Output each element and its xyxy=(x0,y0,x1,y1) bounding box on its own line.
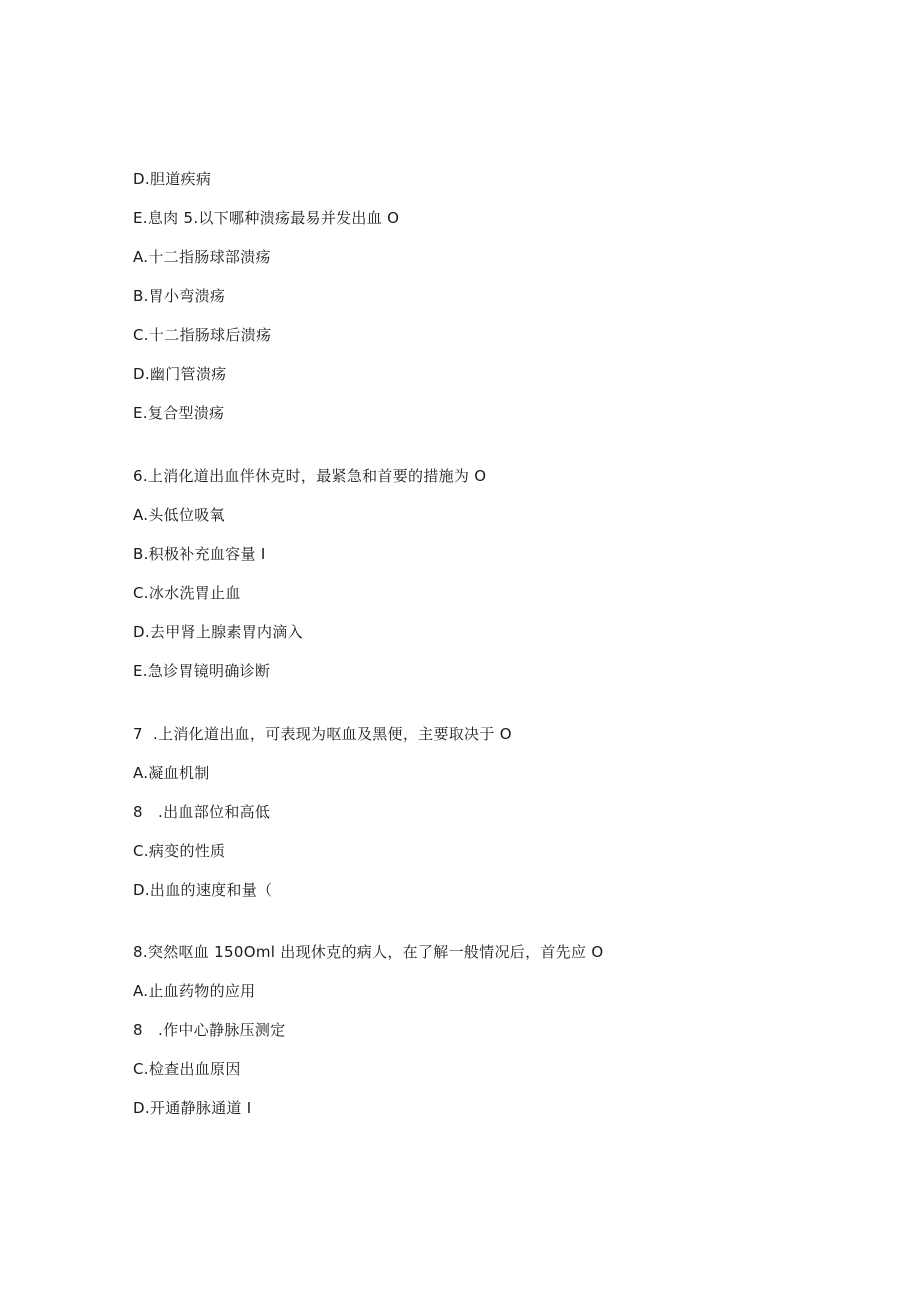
q8-option-b: 8 .作中心静脉压测定 xyxy=(133,1021,286,1039)
option-d-pyloric-channel-ulcer: D.幽门管溃疡 xyxy=(133,365,227,383)
q8-option-a: A.止血药物的应用 xyxy=(133,982,256,1000)
q6-option-e: E.急诊胃镜明确诊断 xyxy=(133,662,271,680)
question-7: 7 .上消化道出血，可表现为呕血及黑便，主要取决于 O xyxy=(133,725,512,743)
q8-option-c: C.检查出血原因 xyxy=(133,1060,241,1078)
q7-option-d: D.出血的速度和量（ xyxy=(133,881,273,899)
question-8: 8.突然呕血 150Oml 出现休克的病人，在了解一般情况后，首先应 O xyxy=(133,943,604,961)
q7-option-b: 8 .出血部位和高低 xyxy=(133,803,271,821)
option-e-compound-ulcer: E.复合型溃疡 xyxy=(133,404,225,422)
question-6: 6.上消化道出血伴休克时，最紧急和首要的措施为 O xyxy=(133,467,487,485)
q6-option-d: D.去甲肾上腺素胃内滴入 xyxy=(133,623,303,641)
option-e-polyp-and-question-5: E.息肉 5.以下哪种溃疡最易并发出血 O xyxy=(133,209,400,227)
option-b-lesser-curvature-ulcer: B.胃小弯溃疡 xyxy=(133,287,226,305)
option-c-postbulbar-ulcer: C.十二指肠球后溃疡 xyxy=(133,326,272,344)
q8-option-d: D.开通静脉通道 I xyxy=(133,1099,252,1117)
q6-option-b: B.积极补充血容量 I xyxy=(133,545,266,563)
q7-option-c: C.病变的性质 xyxy=(133,842,226,860)
q6-option-c: C.冰水洗胃止血 xyxy=(133,584,241,602)
q7-option-a: A.凝血机制 xyxy=(133,764,210,782)
option-d-biliary-disease: D.胆道疾病 xyxy=(133,170,212,188)
option-a-duodenal-bulb-ulcer: A.十二指肠球部溃疡 xyxy=(133,248,271,266)
q6-option-a: A.头低位吸氧 xyxy=(133,506,225,524)
